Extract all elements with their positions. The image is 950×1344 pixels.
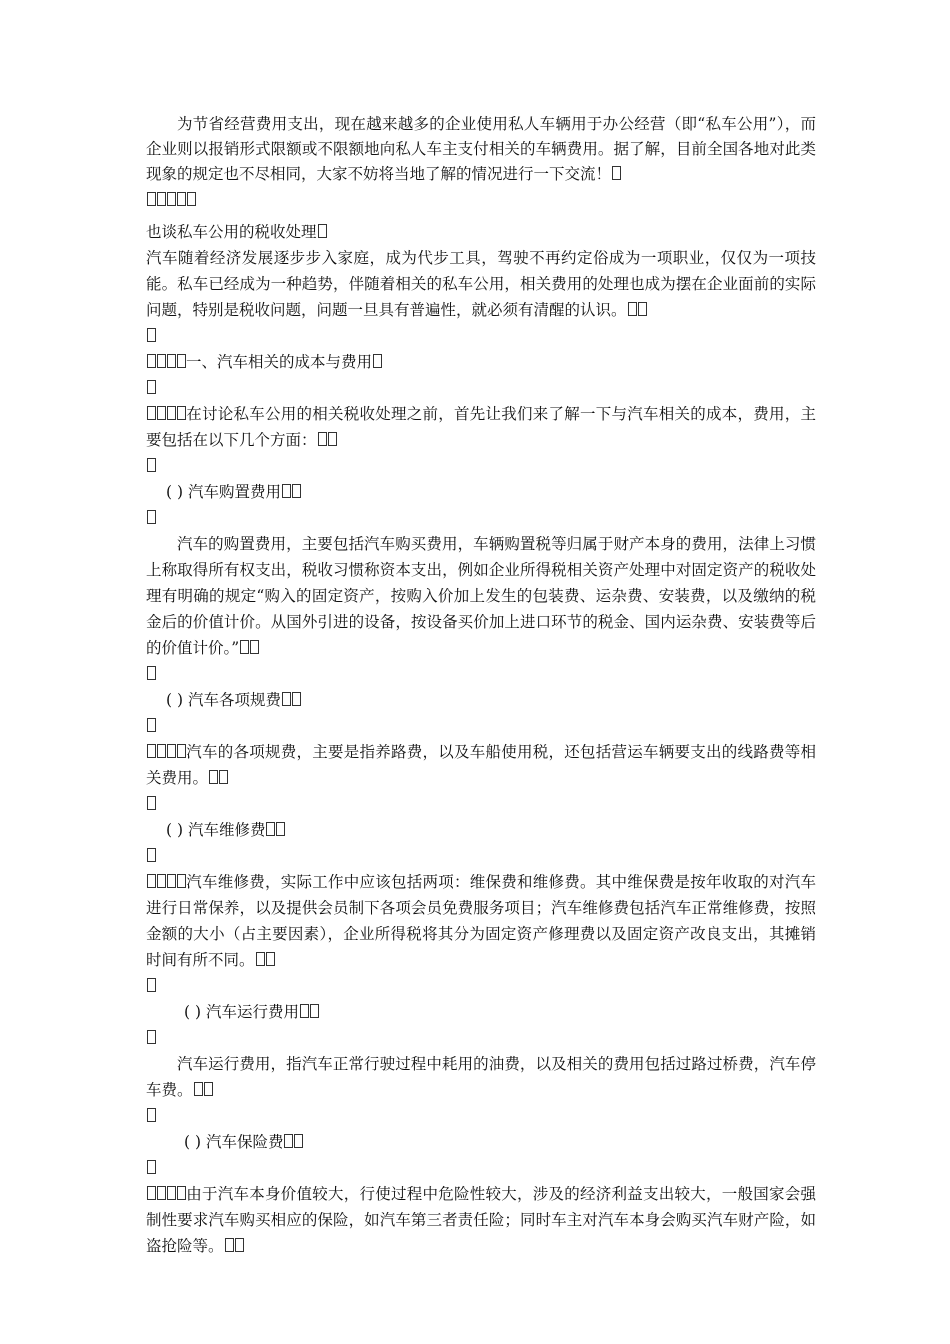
blank-line bbox=[146, 1103, 816, 1129]
blank-line bbox=[146, 453, 816, 479]
blank-line bbox=[146, 973, 816, 999]
document-page bbox=[146, 112, 816, 1259]
blank-line bbox=[146, 505, 816, 531]
blank-line bbox=[146, 843, 816, 869]
section-1-intro: 在讨论私车公用的相关税收处理之前，首先让我们来了解一下与汽车相关的成本，费用，主要包括在以下几个方面： bbox=[146, 405, 816, 449]
item-1-heading: ( ) 汽车购置费用 bbox=[146, 479, 816, 505]
item-3-body: 汽车维修费，实际工作中应该包括两项：维保费和维修费。其中维保费是按年收取的对汽车进行日常保养，以及提供会员制下各项会员免费服务项目；汽车维修费包括汽车正常维修费，按照金额的大小（占主要因素），企业所得税将其分为固定资产修理费以及固定资产改良支出，其摊销时间有所不同。 bbox=[146, 873, 816, 969]
blank-line bbox=[146, 375, 816, 401]
item-5-heading: ( ) 汽车保险费 bbox=[146, 1129, 816, 1155]
blank-line bbox=[146, 1155, 816, 1181]
intro-paragraph: 为节省经营费用支出，现在越来越多的企业使用私人车辆用于办公经营（即“私车公用”），而企业则以报销形式限额或不限额地向私人车主支付相关的车辆费用。据了解，目前全国各地对此类现象的规定也不尽相同，大家不妨将当地了解的情况进行一下交流！ bbox=[146, 115, 816, 183]
item-2-body: 汽车的各项规费，主要是指养路费，以及车船使用税，还包括营运车辆要支出的线路费等相关费用。 bbox=[146, 743, 816, 787]
section-1-title: 一、汽车相关的成本与费用 bbox=[146, 349, 816, 375]
item-2-heading: ( ) 汽车各项规费 bbox=[146, 687, 816, 713]
blank-line bbox=[146, 323, 816, 349]
placeholder-glyphs bbox=[146, 187, 816, 213]
blank-line bbox=[146, 1025, 816, 1051]
background-paragraph: 汽车随着经济发展逐步步入家庭，成为代步工具，驾驶不再约定俗成为一项职业，仅仅为一项技能。私车已经成为一种趋势，伴随着相关的私车公用，相关费用的处理也成为摆在企业面前的实际问题，特别是税收问题，问题一旦具有普遍性，就必须有清醒的认识。 bbox=[146, 249, 816, 319]
blank-line bbox=[146, 791, 816, 817]
article-title: 也谈私车公用的税收处理 bbox=[146, 219, 816, 245]
item-4-body: 汽车运行费用，指汽车正常行驶过程中耗用的油费，以及相关的费用包括过路过桥费，汽车停车费。 bbox=[146, 1055, 816, 1099]
item-4-heading: ( ) 汽车运行费用 bbox=[146, 999, 816, 1025]
item-1-body: 汽车的购置费用，主要包括汽车购买费用，车辆购置税等归属于财产本身的费用，法律上习惯上称取得所有权支出，税收习惯称资本支出，例如企业所得税相关资产处理中对固定资产的税收处理有明确的规定“购入的固定资产，按购入价加上发生的包装费、运杂费、安装费，以及缴纳的税金后的价值计价。从国外引进的设备，按设备买价加上进口环节的税金、国内运杂费、安装费等后的价值计价。” bbox=[146, 535, 816, 657]
blank-line bbox=[146, 713, 816, 739]
item-5-body: 由于汽车本身价值较大，行使过程中危险性较大，涉及的经济利益支出较大，一般国家会强制性要求汽车购买相应的保险，如汽车第三者责任险；同时车主对汽车本身会购买汽车财产险，如盗抢险等。 bbox=[146, 1185, 816, 1255]
item-3-heading: ( ) 汽车维修费 bbox=[146, 817, 816, 843]
blank-line bbox=[146, 661, 816, 687]
